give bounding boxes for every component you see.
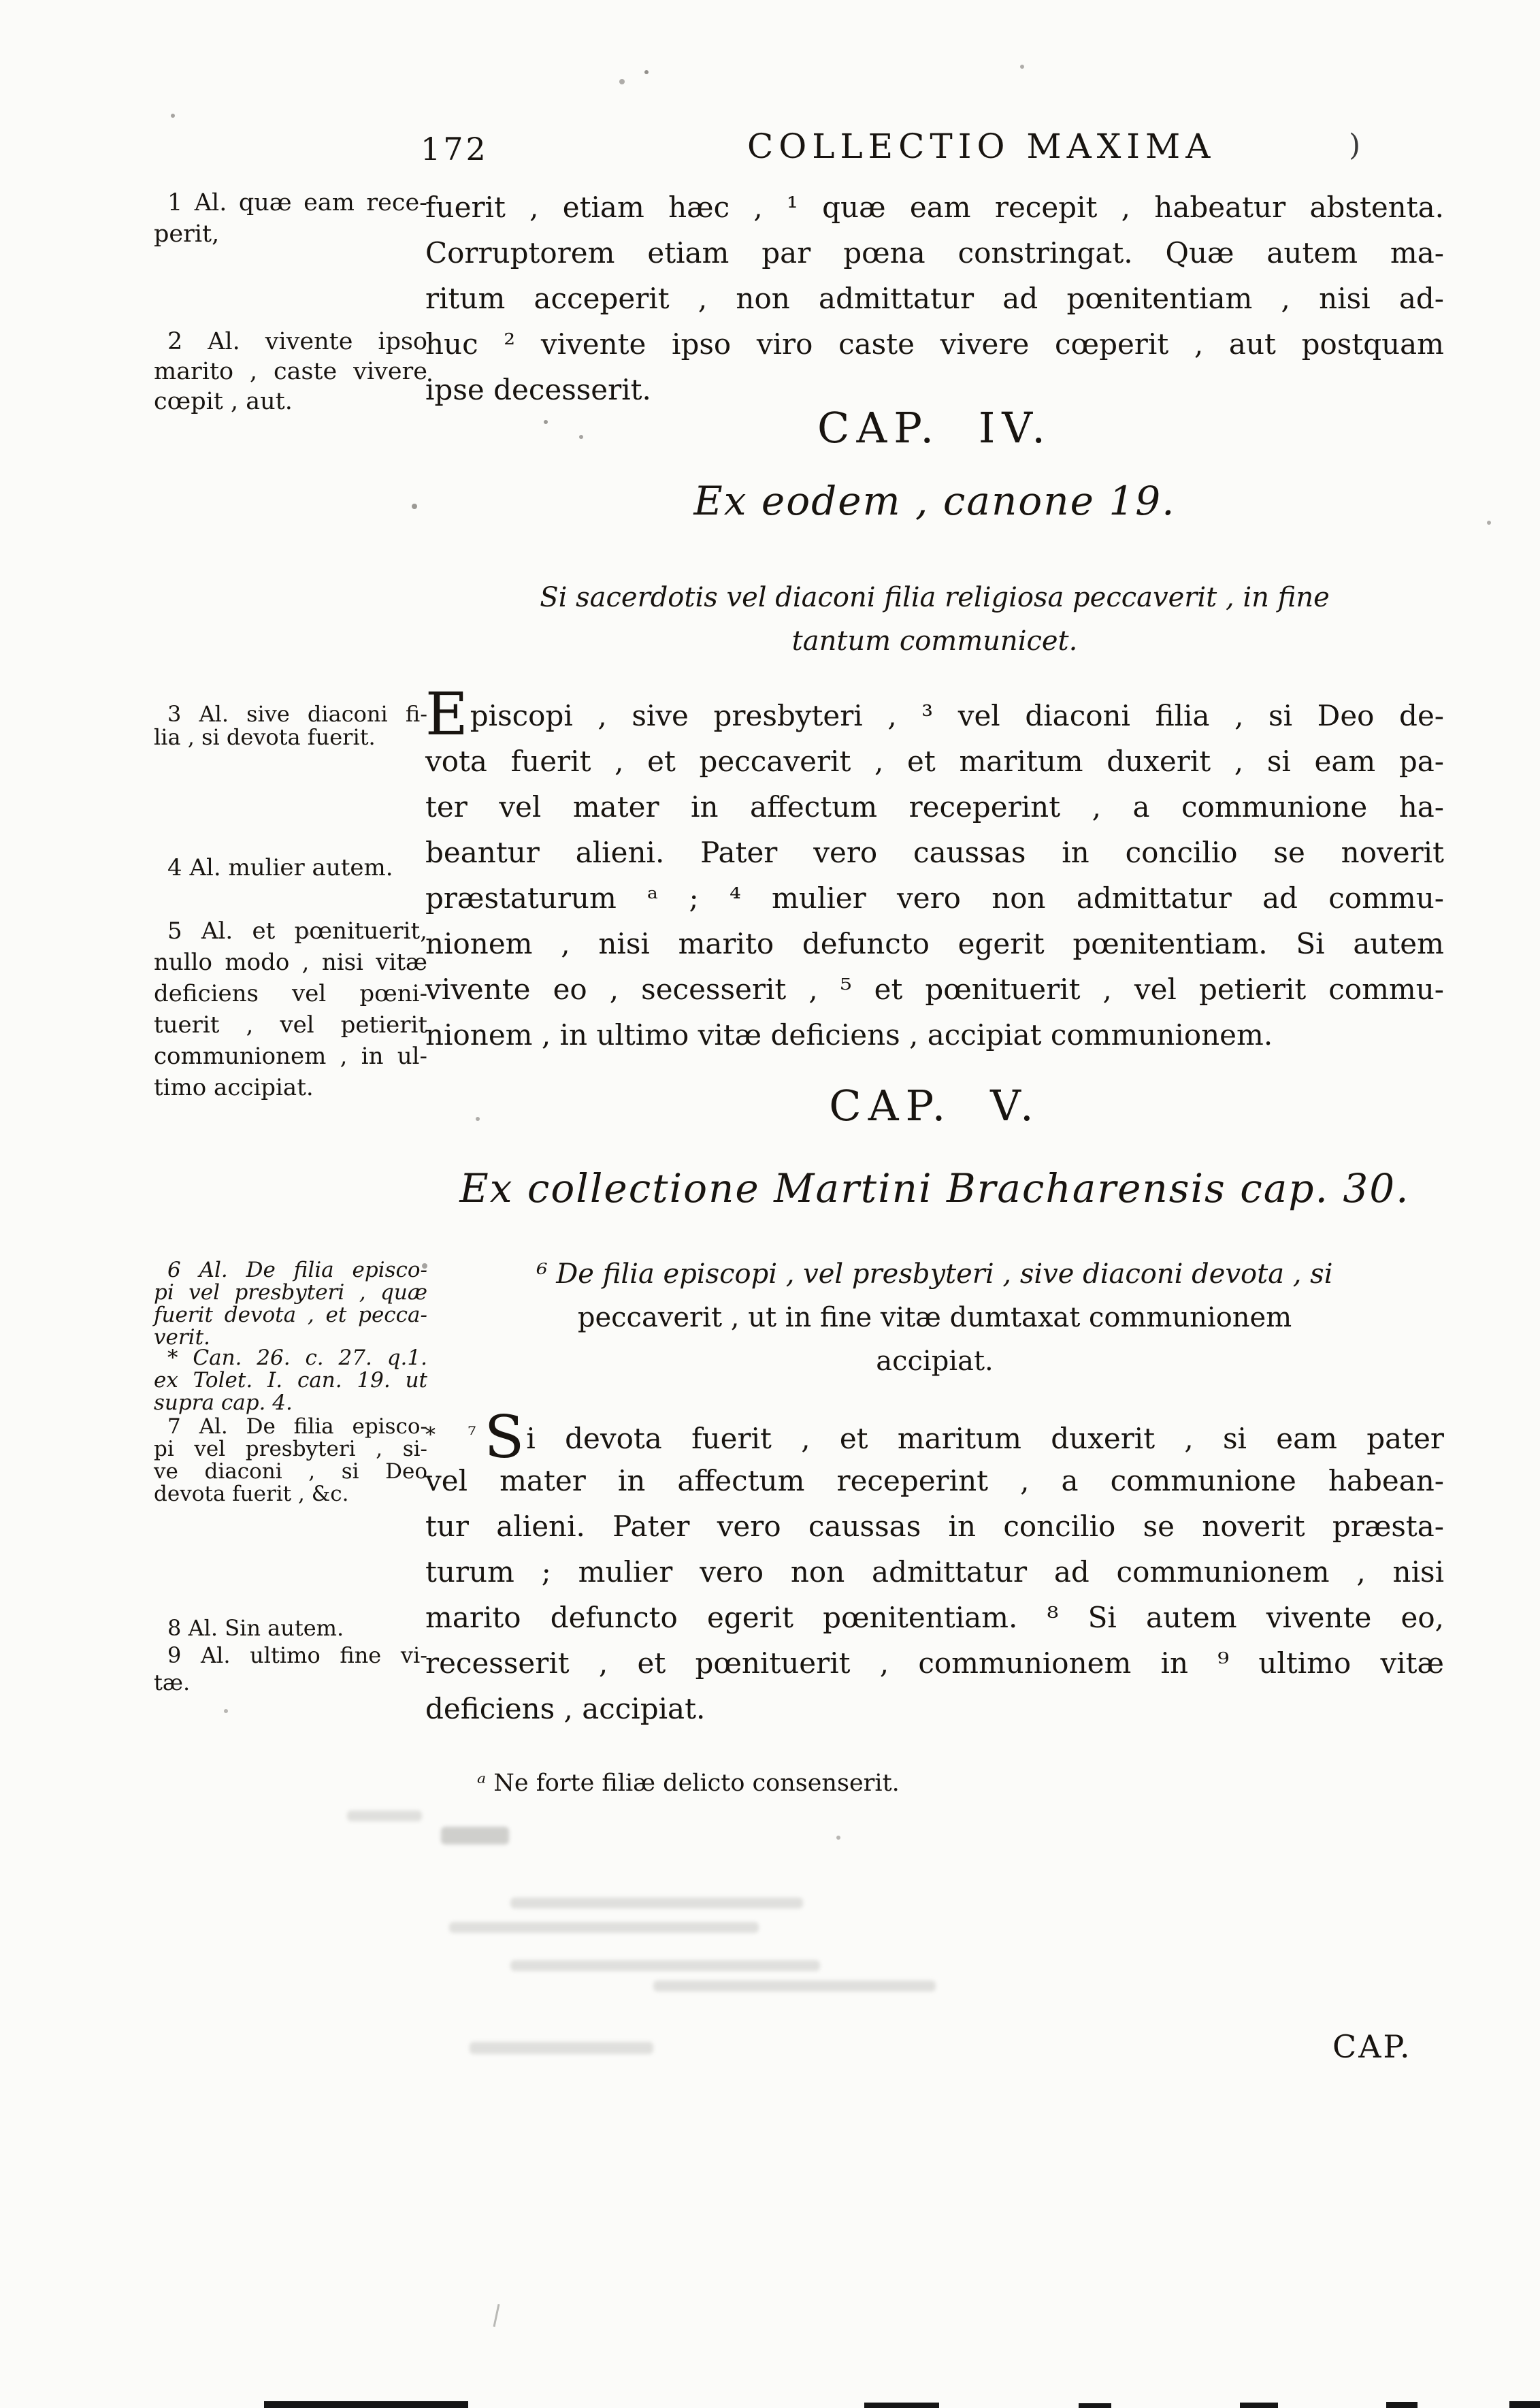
text-line: nionem , nisi marito defuncto egerit pœnitentiam. Si autem (425, 927, 1444, 960)
note-line: pi vel presbyteri , quæ (154, 1280, 427, 1305)
margin-note-3 (154, 702, 427, 749)
text-line: ritum acceperit , non admittatur ad pœnitentiam , nisi ad- (425, 282, 1444, 315)
scan-edge-fragment (1240, 2403, 1278, 2408)
reference-mark: * ⁷ (425, 1423, 479, 1447)
text-line: Corruptorem etiam par pœna constringat. Quæ autem ma- (425, 236, 1444, 270)
bleedthrough-mark (470, 2042, 653, 2054)
note-line: ve diaconi , si Deo (154, 1459, 427, 1484)
text-line: ter vel mater in affectum receperint , a communione ha- (425, 790, 1444, 824)
margin-note-8 (154, 1616, 427, 1640)
note-line: 1 Al. quæ eam rece- (167, 189, 427, 216)
margin-note-6 (154, 1259, 427, 1349)
scratch-mark (493, 2304, 499, 2327)
note-line: cœpit , aut. (154, 388, 293, 415)
margin-note-5 (154, 915, 427, 1103)
note-line: timo accipiat. (154, 1074, 314, 1101)
catchword: CAP. (1332, 2028, 1412, 2065)
margin-note-4 (154, 852, 427, 883)
note-line: ex Tolet. I. can. 19. ut (154, 1368, 427, 1393)
text-line: huc ² vivente ipso viro caste vivere cœperit , aut postquam (425, 327, 1444, 361)
note-line: fuerit devota , et pecca- (154, 1303, 427, 1327)
margin-note-1 (154, 187, 427, 250)
bleedthrough-mark (441, 1827, 509, 1844)
bleedthrough-mark (347, 1810, 422, 1821)
text-line: turum ; mulier vero non admittatur ad communionem , nisi (425, 1555, 1444, 1589)
text-line: nionem , in ultimo vitæ deficiens , accipiat communionem. (425, 1018, 1273, 1052)
note-line: tæ. (154, 1670, 191, 1695)
text-line: recesserit , et pœnituerit , communionem in ⁹ ultimo vitæ (425, 1646, 1444, 1680)
margin-note-7 (154, 1416, 427, 1506)
chapter-4-body (425, 681, 1444, 1058)
note-line: 3 Al. sive diaconi fi- (167, 701, 427, 727)
text-line: fuerit , etiam hæc , ¹ quæ eam recepit , habeatur abstenta. (425, 191, 1444, 224)
scan-edge-fragment (264, 2401, 468, 2408)
chapter-5-source: Ex collectione Martini Bracharensis cap. 30. (459, 1165, 1410, 1211)
note-line: 6 Al. De filia episco- (167, 1258, 427, 1282)
note-line: 9 Al. ultimo fine vi- (167, 1642, 427, 1668)
chapter-5-body (425, 1403, 1445, 1731)
subtitle-line: ⁶ De filia episcopi , vel presbyteri , sive diaconi devota , si (536, 1258, 1333, 1290)
note-line: lia , si devota fuerit. (154, 724, 376, 750)
chapter-5-heading: CAP. V. (829, 1081, 1041, 1130)
footnote-text: Ne forte filiæ delicto consenserit. (493, 1770, 900, 1797)
note-line: 4 Al. mulier autem. (167, 854, 393, 881)
text-line: tur alieni. Pater vero caussas in concilio se noverit præsta- (425, 1510, 1444, 1543)
note-line: 5 Al. et pœnituerit, (167, 917, 427, 945)
note-line: * Can. 26. c. 27. q.1. (167, 1346, 427, 1370)
bleedthrough-mark (510, 1898, 803, 1908)
chapter-4-source: Ex eodem , canone 19. (693, 478, 1176, 524)
text-line: vel mater in affectum receperint , a communione habean- (425, 1464, 1444, 1497)
subtitle-line: Si sacerdotis vel diaconi filia religiosa peccaverit , in fine (540, 582, 1330, 613)
text-line: piscopi , sive presbyteri , ³ vel diaconi filia , si Deo de- (470, 699, 1444, 732)
note-line: marito , caste vivere (154, 358, 427, 385)
paragraph-continuation (425, 184, 1444, 412)
note-line: devota fuerit , &c. (154, 1482, 349, 1506)
text-line: præstaturum ᵃ ; ⁴ mulier vero non admittatur ad commu- (425, 881, 1444, 915)
text-line: ipse decesserit. (425, 373, 651, 406)
drop-cap: E (425, 681, 468, 749)
scan-edge-fragment (1079, 2403, 1111, 2408)
note-line: tuerit , vel petierit (154, 1011, 427, 1039)
bleedthrough-mark (449, 1922, 759, 1933)
note-line: perit, (154, 221, 220, 248)
note-line: pi vel presbyteri , si- (154, 1437, 427, 1461)
note-line: supra cap. 4. (154, 1390, 293, 1415)
text-line: deficiens , accipiat. (425, 1692, 706, 1725)
margin-note-9 (154, 1642, 427, 1696)
note-line: 2 Al. vivente ipso (167, 328, 427, 355)
text-line: marito defuncto egerit pœnitentiam. ⁸ Si autem vivente eo, (425, 1601, 1444, 1634)
scan-edge-fragment (864, 2403, 939, 2408)
note-line: 8 Al. Sin autem. (167, 1615, 344, 1641)
drop-cap: S (484, 1403, 525, 1471)
bleedthrough-mark (510, 1960, 820, 1971)
text-line: vivente eo , secesserit , ⁵ et pœnituerit , vel petierit commu- (425, 973, 1444, 1006)
subtitle-line: tantum communicet. (791, 625, 1078, 657)
scan-edge-fragment (1509, 2401, 1540, 2408)
text-line: vota fuerit , et peccaverit , et maritum duxerit , si eam pa- (425, 745, 1444, 778)
ink-specks (0, 0, 3, 3)
scan-edge-fragment (1386, 2402, 1418, 2408)
running-title: COLLECTIO MAXIMA (747, 127, 1216, 166)
page-number: 172 (421, 131, 489, 167)
note-line: verit. (154, 1325, 210, 1350)
footnote-marker: ᵃ (477, 1770, 487, 1797)
bleedthrough-mark (653, 1981, 936, 1991)
footnote (425, 1770, 1444, 1797)
note-line: communionem , in ul- (154, 1043, 427, 1070)
chapter-4-subtitle (425, 576, 1444, 663)
chapter-4-heading: CAP. IV. (817, 403, 1052, 453)
subtitle-line: peccaverit , ut in fine vitæ dumtaxat communionem (577, 1302, 1292, 1333)
note-line: deficiens vel pœni- (154, 980, 427, 1007)
subtitle-line: accipiat. (876, 1346, 994, 1377)
text-line (425, 1403, 1445, 1471)
text-line: i devota fuerit , et maritum duxerit , si eam pater (526, 1422, 1445, 1455)
margin-note-2 (154, 327, 427, 417)
text-line: beantur alieni. Pater vero caussas in concilio se noverit (425, 836, 1444, 869)
chapter-5-subtitle (425, 1252, 1444, 1383)
note-line: 7 Al. De filia episco- (167, 1414, 427, 1439)
margin-note-star (154, 1347, 427, 1414)
text-line (425, 681, 1444, 749)
note-line: nullo modo , nisi vitæ (154, 949, 427, 976)
ink-mark: ) (1349, 128, 1361, 163)
